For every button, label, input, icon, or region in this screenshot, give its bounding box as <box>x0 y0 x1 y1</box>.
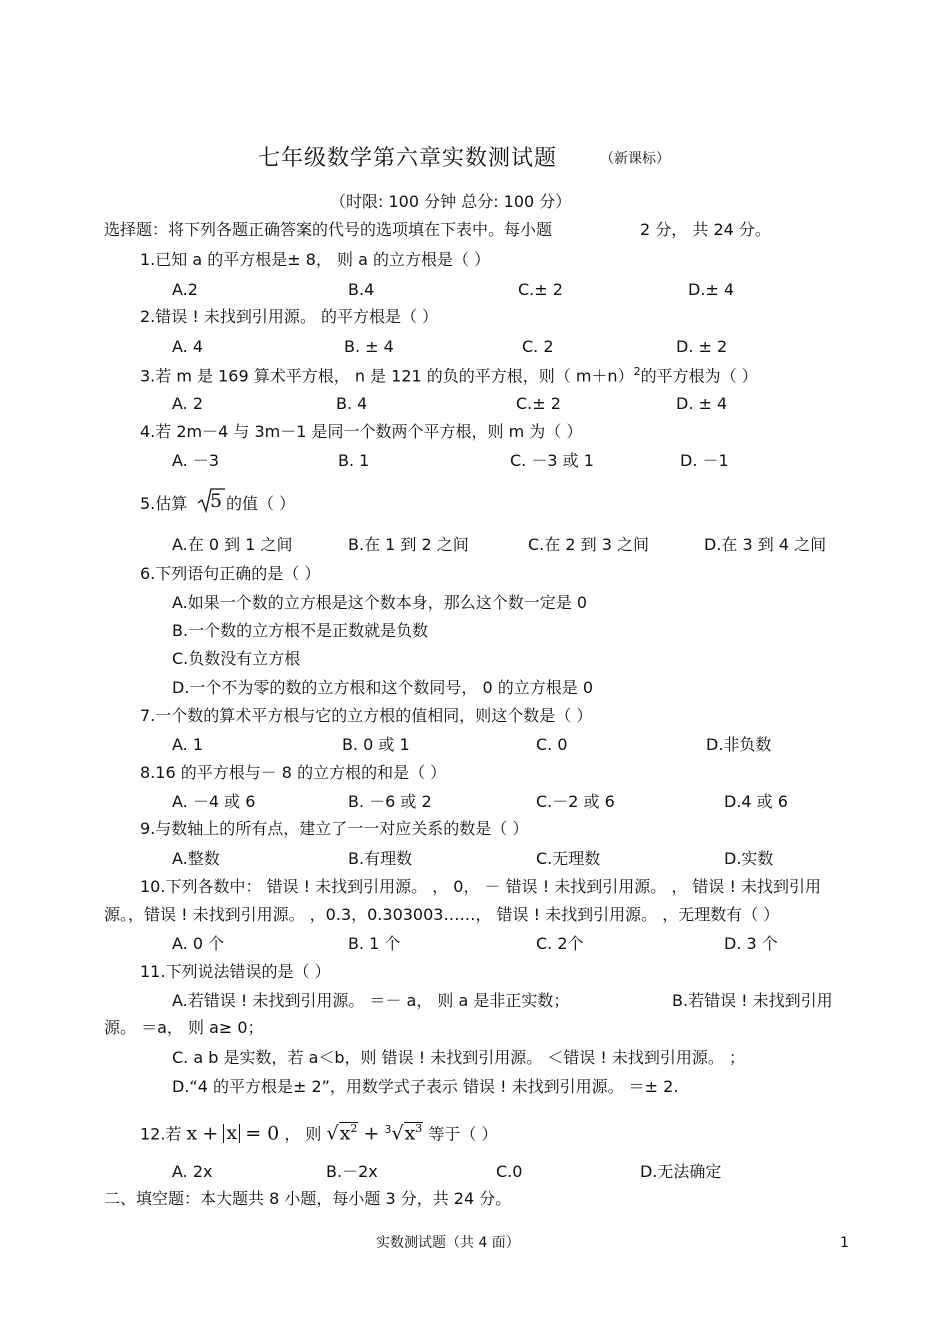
question-8-option-a: A. －4 或 6 <box>172 792 256 811</box>
radicand: 5 <box>210 490 223 512</box>
question-5-stem-start: 5.估算 <box>140 494 188 513</box>
sqrt-5-expression <box>196 486 226 514</box>
cbrt-x-cubed: $x^3$ <box>404 1122 423 1145</box>
question-3-stem-tail: 的平方根为（ ） <box>640 366 758 386</box>
question-10-option-b: B. 1 个 <box>348 934 401 953</box>
then-text: ， 则 <box>284 1124 322 1144</box>
question-10-option-c: C. 2个 <box>536 934 584 953</box>
question-5-option-a: A.在 0 到 1 之间 <box>172 535 293 554</box>
question-11-option-b-cont: 源。 ＝a， 则 a≥ 0； <box>104 1018 264 1037</box>
question-11-stem: 11.下列说法错误的是（ ） <box>140 962 331 981</box>
question-5-option-b: B.在 1 到 2 之间 <box>348 535 469 554</box>
question-8-stem: 8.16 的平方根与－ 8 的立方根的和是（ ） <box>140 763 447 782</box>
footer-title: 实数测试题（共 4 面） <box>376 1235 520 1251</box>
question-2-option-d: D. ± 2 <box>676 337 728 356</box>
question-11-option-a: A.若错误 ! 未找到引用源。 ＝－ a， 则 a 是非正实数； <box>172 991 570 1010</box>
edition-label: （新课标） <box>600 151 670 167</box>
question-3-option-a: A. 2 <box>172 394 204 413</box>
question-10-stem-line-1: 10.下列各数中： 错误 ! 未找到引用源。 ， 0， － 错误 ! 未找到引用源。 ， 错误 ! 未找到引用 <box>140 877 821 896</box>
question-2-option-b: B. ± 4 <box>344 337 394 356</box>
question-9-option-d: D.实数 <box>724 849 774 868</box>
question-8-option-c: C.－2 或 6 <box>536 792 615 811</box>
question-1-option-a: A.2 <box>172 280 198 299</box>
question-9-option-c: C.无理数 <box>536 849 601 868</box>
question-9-stem: 9.与数轴上的所有点，建立了一一对应关系的数是（ ） <box>140 819 529 838</box>
question-7-option-c: C. 0 <box>536 735 568 754</box>
question-1-stem: 1.已知 a 的平方根是± 8， 则 a 的立方根是（ ） <box>140 250 491 269</box>
sqrt-x-squared: $x^2$ <box>339 1122 358 1145</box>
question-3-option-b: B. 4 <box>336 394 368 413</box>
question-4-option-d: D. －1 <box>680 451 729 470</box>
page-number: 1 <box>840 1235 849 1251</box>
question-3-option-c: C.± 2 <box>516 394 561 413</box>
question-3-exponent: 2 <box>633 365 641 378</box>
question-4-stem: 4.若 2m－4 与 3m－1 是同一个数两个平方根，则 m 为（ ） <box>140 422 583 441</box>
question-8-option-b: B. －6 或 2 <box>348 792 432 811</box>
question-2-option-a: A. 4 <box>172 337 204 356</box>
question-9-option-a: A.整数 <box>172 849 220 868</box>
exam-meta: （时限: 100 分钟 总分: 100 分） <box>330 192 572 211</box>
question-12-option-a: A. 2x <box>172 1162 213 1181</box>
question-4-option-c: C. －3 或 1 <box>510 451 594 470</box>
question-1-option-d: D.± 4 <box>688 280 735 299</box>
question-12-option-c: C.0 <box>496 1162 523 1181</box>
question-12-stem <box>140 1122 497 1143</box>
question-7-option-a: A. 1 <box>172 735 204 754</box>
question-11-option-b: B.若错误 ! 未找到引用 <box>672 991 833 1010</box>
question-8-option-d: D.4 或 6 <box>724 792 788 811</box>
question-10-option-a: A. 0 个 <box>172 934 225 953</box>
plus-sign-2: + <box>363 1122 380 1145</box>
question-6-option-b: B.一个数的立方根不是正数就是负数 <box>172 621 429 640</box>
question-6-option-a: A.如果一个数的立方根是这个数本身，那么这个数一定是 0 <box>172 593 588 612</box>
cube-root-sign: √ <box>391 1122 404 1145</box>
question-12-option-d: D.无法确定 <box>640 1162 722 1181</box>
section-1-instructions: 选择题：将下列各题正确答案的代号的选项填在下表中。每小题 <box>104 220 553 239</box>
question-7-option-b: B. 0 或 1 <box>342 735 410 754</box>
question-7-stem: 7.一个数的算术平方根与它的立方根的值相同，则这个数是（ ） <box>140 706 593 725</box>
section-1-score: 2 分， 共 24 分。 <box>640 220 771 239</box>
question-10-stem-line-2: 源。，错误 ! 未找到引用源。 ，0.3，0.303003……， 错误 ! 未找到引用源。 ，无理数有（ ） <box>104 905 780 924</box>
plus-sign: + <box>202 1122 219 1145</box>
question-4-option-a: A. －3 <box>172 451 220 470</box>
question-6-stem: 6.下列语句正确的是（ ） <box>140 564 321 583</box>
question-2-stem: 2.错误 ! 未找到引用源。 的平方根是（ ） <box>140 307 439 326</box>
section-2-heading: 二、填空题：本大题共 8 小题，每小题 3 分，共 24 分。 <box>104 1189 512 1208</box>
question-11-option-d: D.“4 的平方根是± 2”，用数学式子表示 错误 ! 未找到引用源。 ＝± 2. <box>172 1077 679 1096</box>
question-3-stem <box>140 366 758 384</box>
page-title: 七年级数学第六章实数测试题 <box>258 146 558 171</box>
question-5-option-c: C.在 2 到 3 之间 <box>528 535 649 554</box>
question-6-option-c: C.负数没有立方根 <box>172 649 301 668</box>
question-12-option-b: B.－2x <box>326 1162 378 1181</box>
abs-x: x <box>223 1124 240 1143</box>
cube-root-index: 3 <box>384 1123 392 1136</box>
question-4-option-b: B. 1 <box>338 451 370 470</box>
question-12-tail: 等于（ ） <box>428 1124 498 1144</box>
question-11-option-c: C. a b 是实数，若 a＜b，则 错误 ! 未找到引用源。 ＜错误 ! 未找到引用源。 ； <box>172 1048 745 1067</box>
question-9-option-b: B.有理数 <box>348 849 413 868</box>
question-5-option-d: D.在 3 到 4 之间 <box>704 535 827 554</box>
question-1-option-b: B.4 <box>348 280 375 299</box>
question-5-stem-end: 的值（ ） <box>226 494 296 513</box>
equals-zero: = 0 <box>245 1122 280 1145</box>
question-6-option-d: D.一个不为零的数的立方根和这个数同号， 0 的立方根是 0 <box>172 678 594 697</box>
question-3-option-d: D. ± 4 <box>676 394 728 413</box>
question-10-option-d: D. 3 个 <box>724 934 778 953</box>
question-3-stem-main: 3.若 m 是 169 算术平方根， n 是 121 的负的平方根，则（ m＋n） <box>140 366 634 386</box>
question-1-option-c: C.± 2 <box>518 280 563 299</box>
sqrt-sign: √ <box>326 1122 339 1145</box>
question-7-option-d: D.非负数 <box>706 735 772 754</box>
question-12-prefix: 12.若 <box>140 1124 182 1144</box>
equation-x: x <box>186 1122 198 1145</box>
question-2-option-c: C. 2 <box>522 337 554 356</box>
